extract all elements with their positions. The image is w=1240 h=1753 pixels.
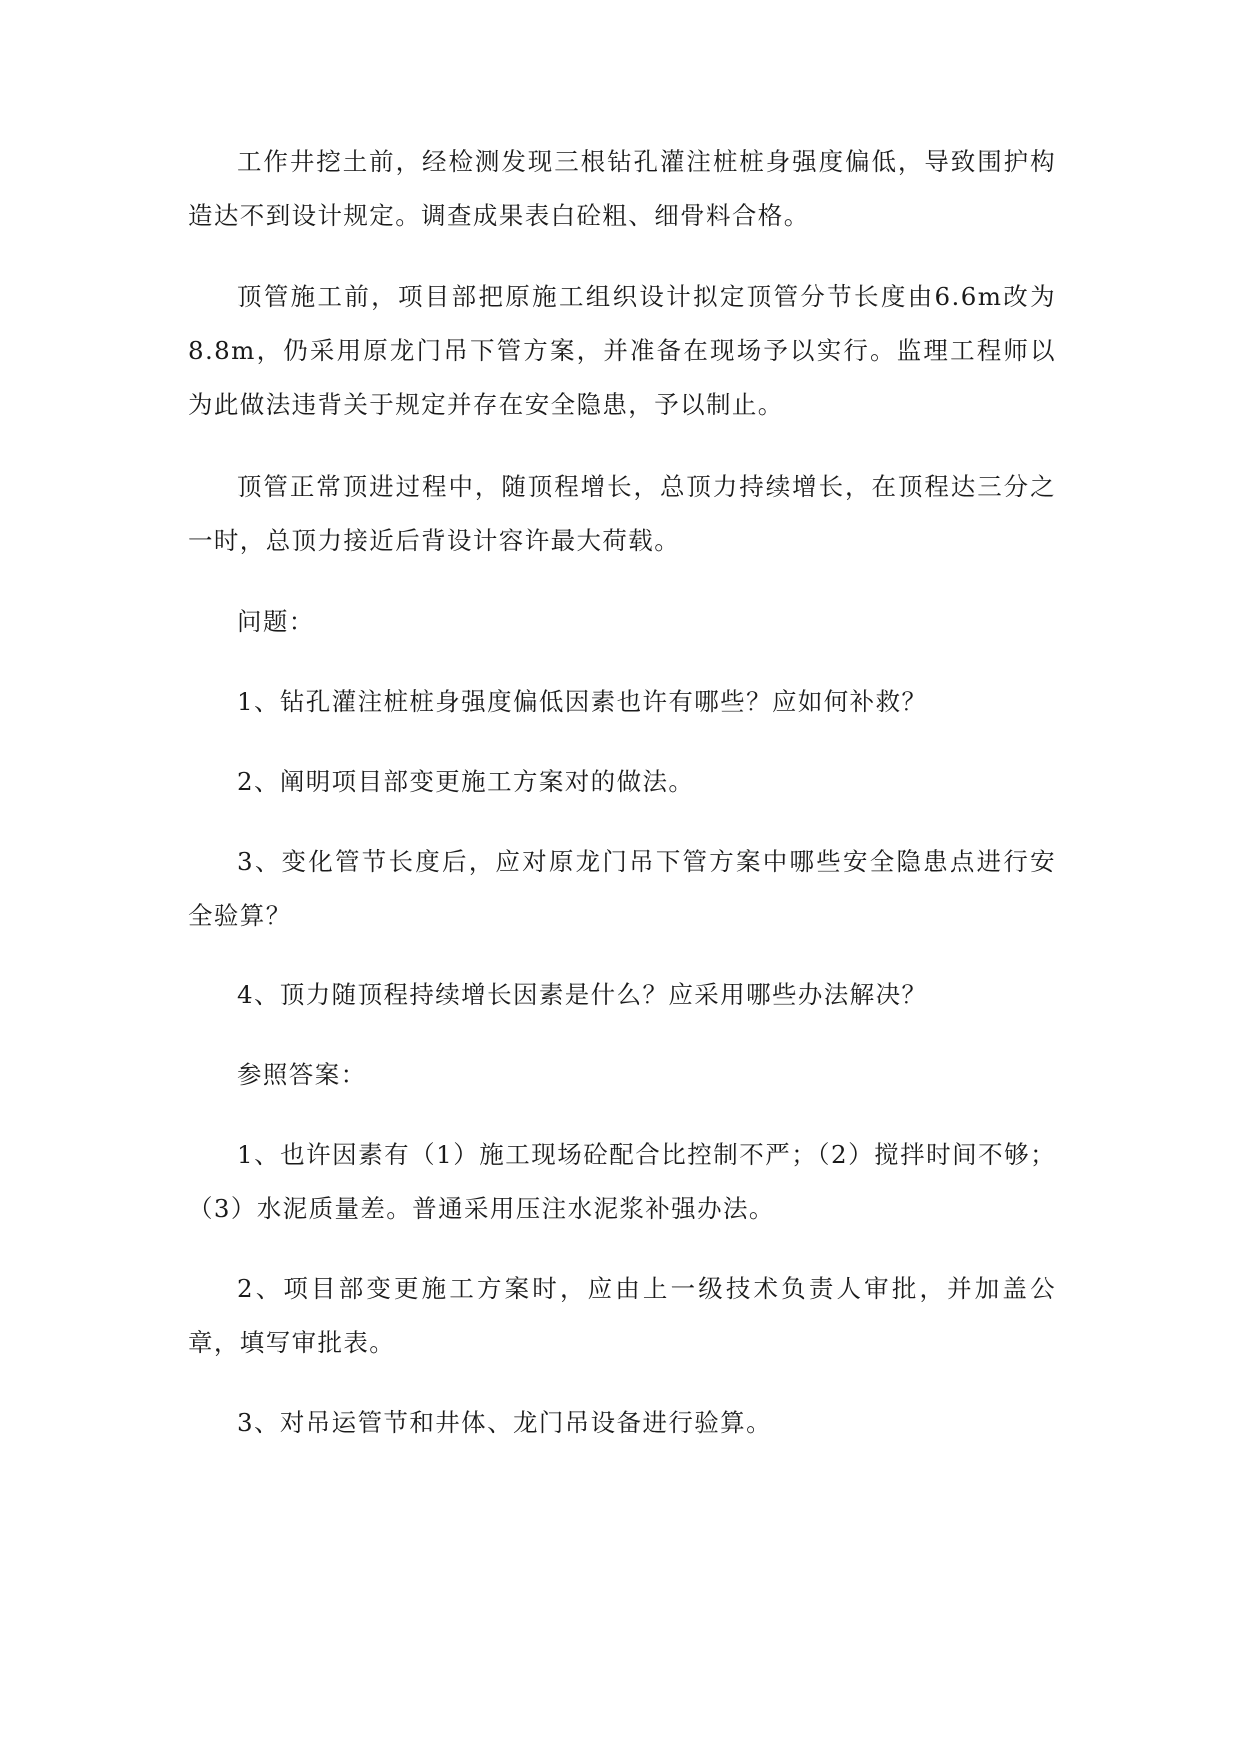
answer-2: 2、项目部变更施工方案时，应由上一级技术负责人审批，并加盖公章，填写审批表。 xyxy=(188,1274,1056,1357)
question-3: 3、变化管节长度后，应对原龙门吊下管方案中哪些安全隐患点进行安全验算？ xyxy=(188,847,1056,930)
answer-1: 1、也许因素有（1）施工现场砼配合比控制不严；（2）搅拌时间不够；（3）水泥质量差。普通采用压注水泥浆补强办法。 xyxy=(188,1140,1056,1223)
question-4: 4、顶力随顶程持续增长因素是什么？应采用哪些办法解决？ xyxy=(237,980,928,1009)
question-1: 1、钻孔灌注桩桩身强度偏低因素也许有哪些？应如何补救？ xyxy=(237,687,928,716)
questions-heading: 问题： xyxy=(237,607,315,636)
question-2: 2、阐明项目部变更施工方案对的做法。 xyxy=(237,767,695,796)
answer-3: 3、对吊运管节和井体、龙门吊设备进行验算。 xyxy=(237,1408,772,1437)
paragraph-pipe-jacking-plan: 顶管施工前，项目部把原施工组织设计拟定顶管分节长度由6.6m改为8.8m，仍采用原龙门吊下管方案，并准备在现场予以实行。监理工程师以为此做法违背关于规定并存在安全隐患，予以制止。 xyxy=(188,282,1056,419)
paragraph-work-shaft: 工作井挖土前，经检测发现三根钻孔灌注桩桩身强度偏低，导致围护构造达不到设计规定。调查成果表白砼粗、细骨料合格。 xyxy=(188,147,1056,230)
answers-heading: 参照答案： xyxy=(237,1060,367,1089)
paragraph-jacking-force: 顶管正常顶进过程中，随顶程增长，总顶力持续增长，在顶程达三分之一时，总顶力接近后背设计容许最大荷载。 xyxy=(188,472,1056,555)
